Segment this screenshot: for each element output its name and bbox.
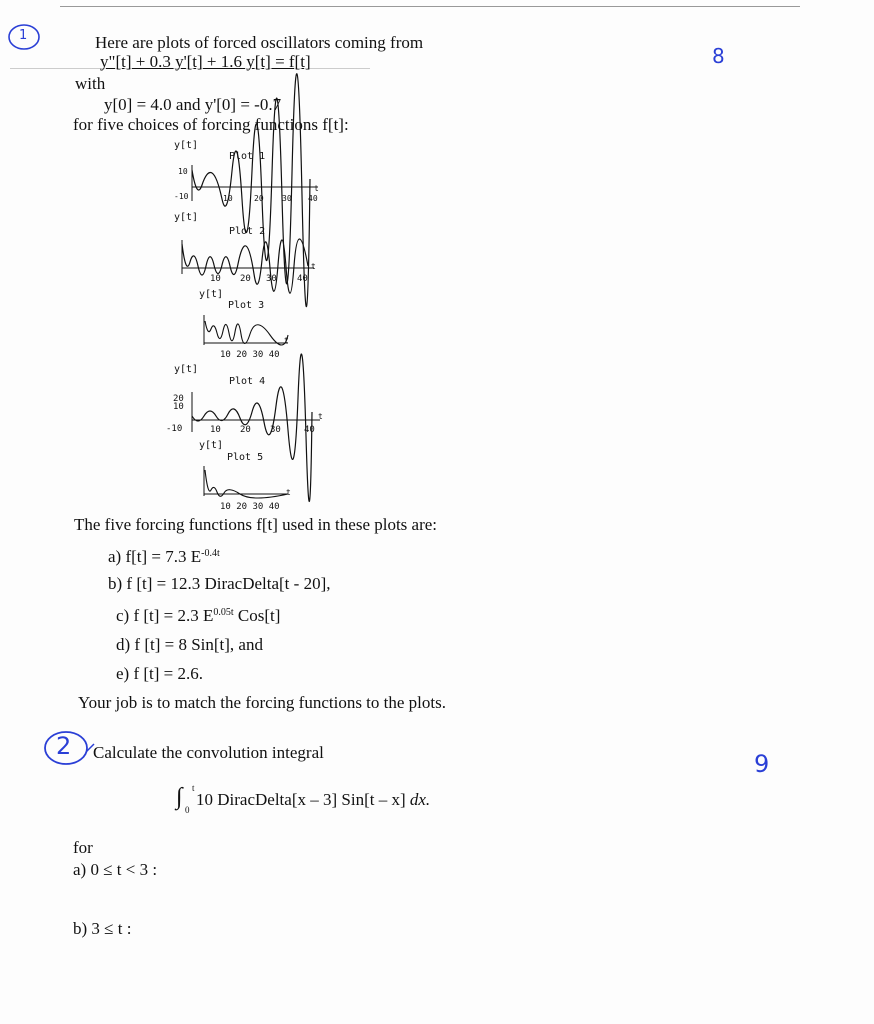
plot3-curve xyxy=(205,321,288,345)
plot5-title: Plot 5 xyxy=(227,452,264,463)
plot4-xtick-10: 10 xyxy=(210,425,221,435)
plot1-ylabel: y[t] xyxy=(174,140,199,151)
plot1-xtick-20: 20 xyxy=(254,194,264,203)
plot4-xtick-40: 40 xyxy=(304,425,315,435)
question-number-1: 1 xyxy=(19,28,28,43)
top-rule xyxy=(60,6,800,7)
plot1-ytick-top: 10 xyxy=(178,167,188,176)
plot1-graph xyxy=(190,165,320,203)
forcing-a-exponent: -0.4t xyxy=(201,548,220,559)
plot2-xtick-30: 30 xyxy=(266,274,277,284)
plot2-xtick-40: 40 xyxy=(297,274,308,284)
q1-intro: Here are plots of forced oscillators coming from xyxy=(95,33,424,52)
plot3-graph xyxy=(200,315,292,347)
q2-part-a: a) 0 ≤ t < 3 : xyxy=(73,860,158,879)
forcing-a: a) f[t] = 7.3 $E^{-0.4t}$ xyxy=(108,547,220,566)
q2-part-b: b) 3 ≤ t : xyxy=(73,919,132,938)
plot2-curve xyxy=(182,239,308,293)
forcing-c: c) f [t] = 2.3 $E^{0.05t}$ Cos[t] xyxy=(116,606,281,625)
plot4-xtick-20: 20 xyxy=(240,425,251,435)
plot3-ylabel: y[t] xyxy=(199,289,224,300)
integral-dx: dx. xyxy=(409,790,431,809)
plot1-xtick-30: 30 xyxy=(282,194,292,203)
plot2-graph xyxy=(178,240,318,276)
integral-lower-limit: 0 xyxy=(185,805,190,815)
plot4-xlabel: t xyxy=(318,412,323,421)
forcing-e: e) f [t] = 2.6. xyxy=(116,664,204,683)
score-q2: 9 xyxy=(754,750,770,778)
plot2-title: Plot 2 xyxy=(229,226,266,237)
plot5-graph xyxy=(200,466,292,498)
plot5-xlabel: t xyxy=(286,488,291,497)
plot3-title: Plot 3 xyxy=(228,300,265,311)
plot4-title: Plot 4 xyxy=(229,376,266,387)
plot4-ylabel: y[t] xyxy=(174,364,199,375)
plot4-xtick-30: 30 xyxy=(270,425,281,435)
convolution-integral: 10 DiracDelta[x – 3] Sin[t – x] dx. xyxy=(196,790,431,809)
q2-prompt: Calculate the convolution integral xyxy=(93,743,324,762)
forcing-b: b) f [t] = 12.3 DiracDelta[t - 20], xyxy=(108,574,331,593)
forcing-d: d) f [t] = 8 Sin[t], and xyxy=(116,635,263,654)
plot4-ytick-20: 20 xyxy=(173,394,184,404)
q2-for: for xyxy=(73,838,93,857)
score-q1: 8 xyxy=(712,44,725,68)
integral-upper-limit: t xyxy=(192,783,195,793)
q1-with: with xyxy=(75,74,106,93)
plot1-xtick-40: 40 xyxy=(308,194,318,203)
plot1-title: Plot 1 xyxy=(229,151,266,162)
plot4-graph xyxy=(188,392,323,440)
plot3-xlabel: t xyxy=(284,336,289,345)
forcing-c-exponent: 0.05t xyxy=(213,607,234,618)
q1-ode: y"[t] + 0.3 y'[t] + 1.6 y[t] = f[t] xyxy=(100,52,311,71)
plot1-xlabel: t xyxy=(314,184,319,193)
question-number-2: 2 xyxy=(56,732,72,760)
q1-initial-conditions: y[0] = 4.0 and y'[0] = -0.7 xyxy=(104,95,282,114)
integral-sign: ∫ xyxy=(176,784,183,810)
plot4-ytick-10: 10 xyxy=(173,402,184,412)
plot2-xtick-20: 20 xyxy=(240,274,251,284)
plot1-ytick-bottom: -10 xyxy=(174,192,189,201)
plot2-xtick-10: 10 xyxy=(210,274,221,284)
plot3-xticks: 10 20 30 40 xyxy=(220,350,280,360)
forcing-intro: The five forcing functions f[t] used in these plots are: xyxy=(74,515,438,534)
plot5-xticks: 10 20 30 40 xyxy=(220,502,280,512)
q1-job: Your job is to match the forcing functions to the plots. xyxy=(78,693,446,712)
plot1-xtick-10: 10 xyxy=(223,194,233,203)
q1-for-five: for five choices of forcing functions f[t]: xyxy=(73,115,349,134)
plot5-ylabel: y[t] xyxy=(199,440,224,451)
plot4-ytick-neg10: -10 xyxy=(166,424,183,434)
plot2-ylabel: y[t] xyxy=(174,212,199,223)
plot2-xlabel: t xyxy=(311,262,316,271)
